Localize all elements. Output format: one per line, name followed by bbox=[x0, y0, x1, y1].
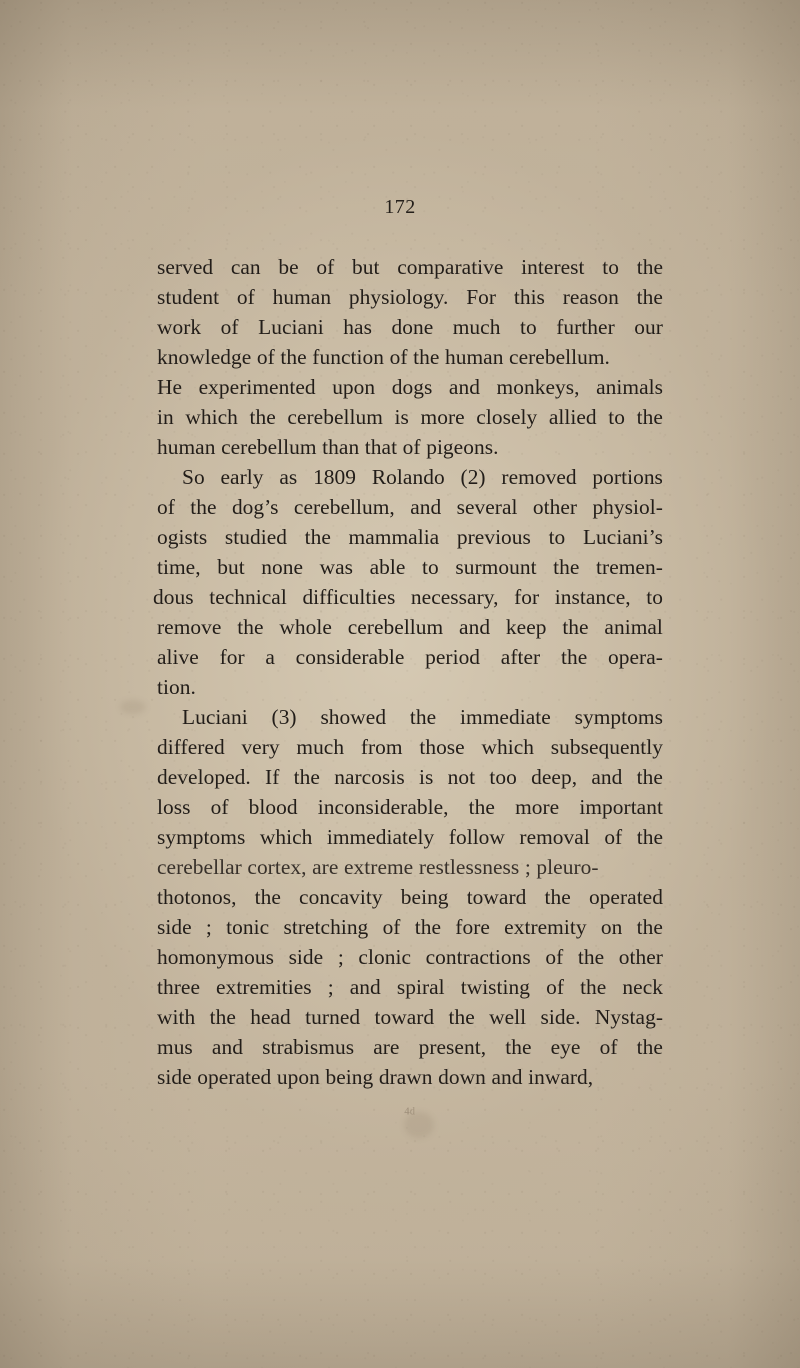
text-line: ogists studied the mammalia previous to Luciani’s bbox=[157, 525, 663, 549]
text-line: mus and strabismus are present, the eye of the bbox=[157, 1035, 663, 1059]
text-line: homonymous side ; clonic contractions of the other bbox=[157, 945, 663, 969]
text-line: knowledge of the function of the human cerebellum. bbox=[157, 345, 610, 369]
text-line: alive for a considerable period after the opera- bbox=[157, 645, 663, 669]
text-line: thotonos, the concavity being toward the operated bbox=[157, 885, 663, 909]
text-line: Luciani (3) showed the immediate symptoms bbox=[182, 705, 663, 729]
text-line: student of human physiology. For this reason the bbox=[157, 285, 663, 309]
text-line: differed very much from those which subsequently bbox=[157, 735, 663, 759]
paper-smudge bbox=[120, 700, 146, 714]
text-line: side operated upon being drawn down and inward, bbox=[157, 1065, 594, 1089]
text-line: dous technical difficulties necessary, for instance, to bbox=[153, 585, 663, 609]
paper-smudge bbox=[404, 1112, 434, 1138]
page-number: 172 bbox=[384, 196, 416, 218]
text-line: side ; tonic stretching of the fore extremity on the bbox=[157, 915, 663, 939]
text-line: work of Luciani has done much to further our bbox=[157, 315, 663, 339]
text-line: symptoms which immediately follow removal of the bbox=[157, 825, 663, 849]
text-line: served can be of but comparative interest to the bbox=[157, 255, 663, 279]
text-line: remove the whole cerebellum and keep the animal bbox=[157, 615, 663, 639]
text-line: loss of blood inconsiderable, the more important bbox=[157, 795, 663, 819]
text-line: time, but none was able to surmount the tremen- bbox=[157, 555, 663, 579]
text-line: human cerebellum than that of pigeons. bbox=[157, 435, 499, 459]
paragraph bbox=[157, 702, 663, 1092]
paragraph bbox=[157, 252, 663, 462]
body-text bbox=[153, 252, 663, 1092]
text-line: cerebellar cortex, are extreme restlessness ; pleuro- bbox=[157, 855, 599, 879]
bleed-through-mark: ⁴ᵈ bbox=[404, 1104, 416, 1123]
text-line: three extremities ; and spiral twisting of the neck bbox=[157, 975, 663, 999]
text-line: with the head turned toward the well side. Nystag- bbox=[157, 1005, 663, 1029]
text-line: in which the cerebellum is more closely allied to the bbox=[157, 405, 663, 429]
text-line: He experimented upon dogs and monkeys, animals bbox=[157, 375, 663, 399]
text-line: developed. If the narcosis is not too deep, and the bbox=[157, 765, 663, 789]
text-line: of the dog’s cerebellum, and several other physiol- bbox=[157, 495, 663, 519]
text-line: tion. bbox=[157, 675, 196, 699]
paragraph bbox=[153, 462, 663, 702]
text-line: So early as 1809 Rolando (2) removed portions bbox=[182, 465, 663, 489]
